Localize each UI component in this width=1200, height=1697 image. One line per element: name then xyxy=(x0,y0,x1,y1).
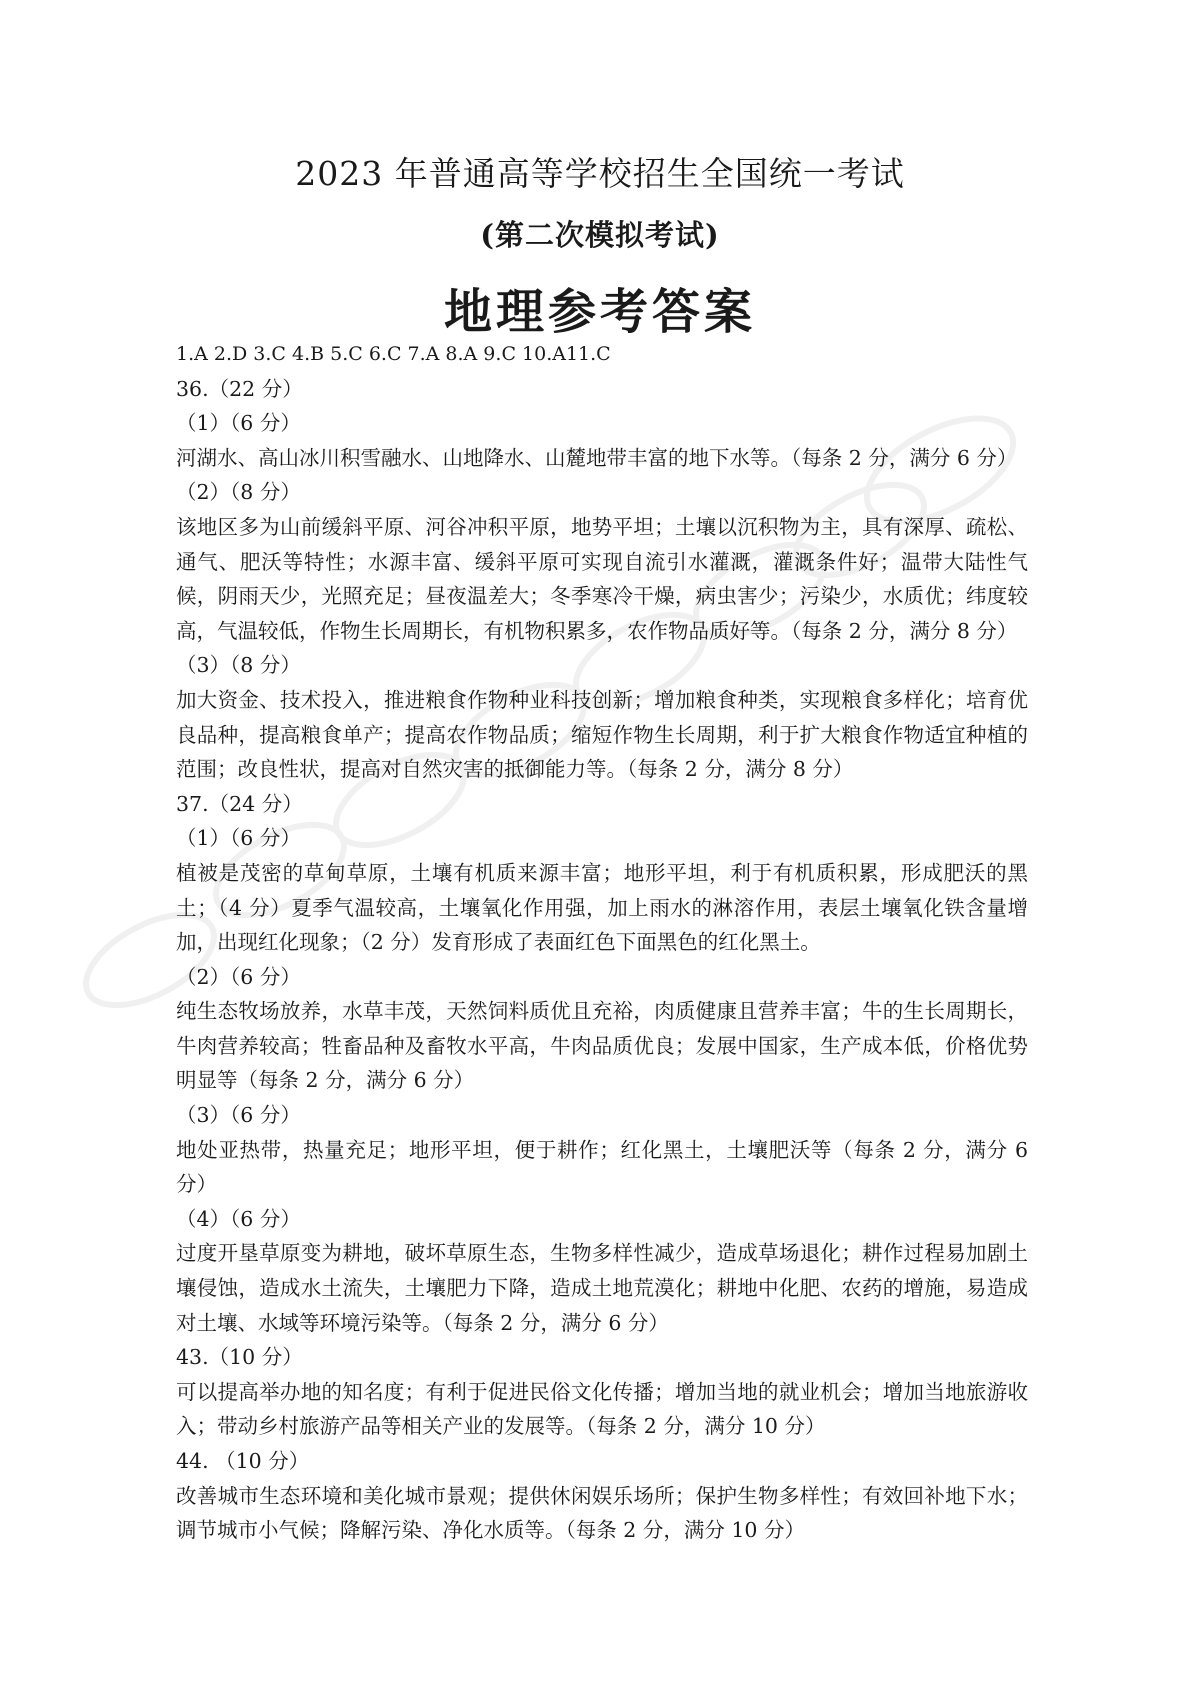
q36-part3-text: 加大资金、技术投入，推进粮食作物种业科技创新；增加粮食种类，实现粮食多样化；培育优良品种，提高粮食单产；提高农作物品质；缩短作物生长周期，利于扩大粮食作物适宜种植的范围；改良性状，提高对自然灾害的抵御能力等。（每条 2 分，满分 8 分） xyxy=(176,687,1028,782)
multiple-choice-answers: 1.A 2.D 3.C 4.B 5.C 6.C 7.A 8.A 9.C 10.A11.C xyxy=(176,343,611,365)
q36-heading: 36.（22 分） xyxy=(176,376,303,401)
q37-part3-label: （3）（6 分） xyxy=(176,1103,301,1128)
q44-heading: 44. （10 分） xyxy=(176,1449,310,1473)
q43-heading: 43.（10 分） xyxy=(176,1345,303,1370)
q37-part2-text: 纯生态牧场放养，水草丰茂，天然饲料质优且充裕，肉质健康且营养丰富；牛的生长周期长，牛肉营养较高；牲畜品种及畜牧水平高，牛肉品质优良；发展中国家，生产成本低，价格优势明显等（每条 2 分，满分 6 分） xyxy=(176,999,1028,1093)
q37-heading: 37.（24 分） xyxy=(176,791,303,816)
q44-text: 改善城市生态环境和美化城市景观；提供休闲娱乐场所；保护生物多样性；有效回补地下水；调节城市小气候；降解污染、净化水质等。（每条 2 分，满分 10 分） xyxy=(176,1483,1028,1543)
q37-part1-label: （1）（6 分） xyxy=(176,826,301,851)
exam-subtitle: (第二次模拟考试) xyxy=(480,218,720,252)
answer-content xyxy=(176,337,1028,1548)
exam-title: 2023 年普通高等学校招生全国统一考试 xyxy=(295,154,905,193)
q36-part2-text: 该地区多为山前缓斜平原、河谷冲积平原，地势平坦；土壤以沉积物为主，具有深厚、疏松、通气、肥沃等特性；水源丰富、缓斜平原可实现自流引水灌溉，灌溉条件好；温带大陆性气候，阴雨天少，光照充足；昼夜温差大；冬季寒冷干燥，病虫害少；污染少，水质优；纬度较高，气温较低，作物生长周期长，有机物积累多，农作物品质好等。（每条 2 分，满分 8 分） xyxy=(176,514,1028,643)
document-title: 地理参考答案 xyxy=(443,284,756,340)
q36-part3-label: （3）（8 分） xyxy=(176,653,301,678)
q36-part1-label: （1）（6 分） xyxy=(176,411,301,436)
q36-part1-text: 河湖水、高山冰川积雪融水、山地降水、山麓地带丰富的地下水等。（每条 2 分，满分 6 分） xyxy=(176,445,1018,470)
q37-part1-text: 植被是茂密的草甸草原，土壤有机质来源丰富；地形平坦，利于有机质积累，形成肥沃的黑土；（4 分）夏季气温较高，土壤氧化作用强，加上雨水的淋溶作用，表层土壤氧化铁含量增加，出现红化现象；（2 分）发育形成了表面红色下面黑色的红化黑土。 xyxy=(176,860,1028,955)
q37-part2-label: （2）（6 分） xyxy=(176,964,301,989)
q43-text: 可以提高举办地的知名度；有利于促进民俗文化传播；增加当地的就业机会；增加当地旅游收入；带动乡村旅游产品等相关产业的发展等。（每条 2 分，满分 10 分） xyxy=(176,1379,1028,1439)
q36-part2-label: （2）（8 分） xyxy=(176,480,301,505)
q37-part4-label: （4）（6 分） xyxy=(176,1206,301,1231)
q37-part4-text: 过度开垦草原变为耕地，破坏草原生态，生物多样性减少，造成草场退化；耕作过程易加剧土壤侵蚀，造成水土流失，土壤肥力下降，造成土地荒漠化；耕地中化肥、农药的增施，易造成对土壤、水域等环境污染等。（每条 2 分，满分 6 分） xyxy=(176,1241,1028,1335)
q37-part3-text: 地处亚热带，热量充足；地形平坦，便于耕作；红化黑土，土壤肥沃等（每条 2 分，满分 6 分） xyxy=(176,1137,1028,1197)
